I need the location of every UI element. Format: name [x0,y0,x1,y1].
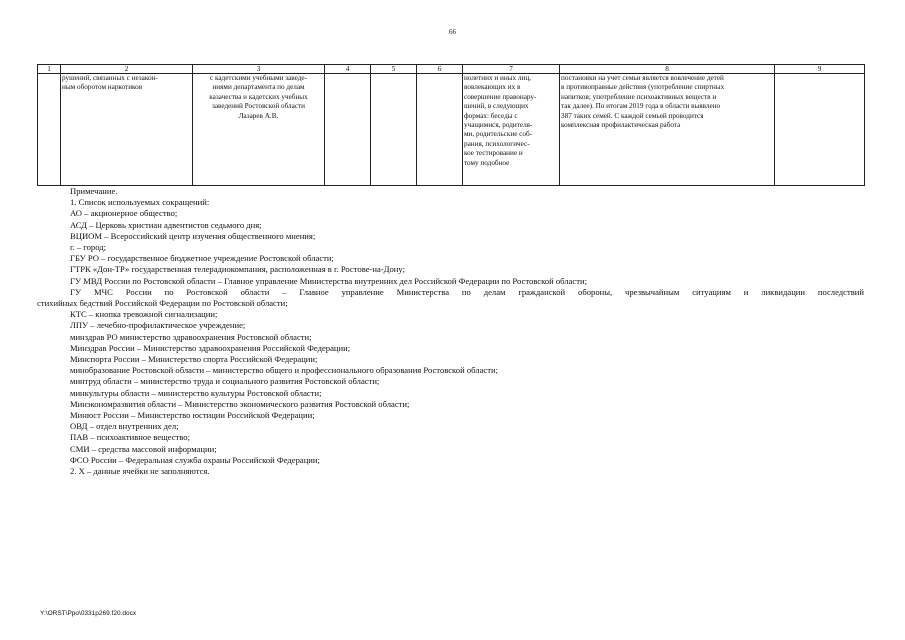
cell-line: казачества и кадетских учебных [209,92,308,101]
table-row [38,74,865,186]
column-number-1: 1 [38,65,61,74]
cell-col8 [560,74,775,186]
cell-line: Лазарев А.В. [238,111,279,120]
abbreviation-item: ОВД – отдел внутренних дел; [70,421,179,432]
abbreviation-item: АСД – Церковь христиан адвентистов седьмого дня; [70,219,262,230]
cell-line: совершение правонару- [464,92,537,101]
notes-section [37,186,864,477]
table-header-row [38,65,865,74]
column-number-2: 2 [61,65,193,74]
abbreviation-item: ГУ МВД России по Ростовской области – Главное управление Министерства внутренних дел Российской Федерации по Ростовской области; [70,275,587,286]
cell-col2 [61,74,193,186]
abbreviation-item: ГУ МЧС России по Ростовской области – Главное управление Министерства по делам гражданской обороны, чрезвычайным ситуациям и ликвидации последствий [70,286,864,297]
abbreviation-item: минобразование Ростовской области – министерство общего и профессионального образования Ростовской области; [70,365,498,376]
data-table [37,64,865,186]
cell-line: формах: беседы с [464,111,518,120]
abbreviation-item: ЛПУ – лечебно-профилактическое учреждение; [70,320,246,331]
cell-line: вовлекающих их в [464,83,521,92]
abbreviation-item: КТС – кнопка тревожной сигнализации; [70,309,218,320]
cell-line: напитков; употребление психоактивных веществ и [561,92,717,101]
abbreviation-item: ГТРК «Дон-ТР» государственная телерадиокомпания, расположенная в г. Ростове-на-Дону; [70,264,405,275]
column-number-8: 8 [560,65,775,74]
cell-line: кое тестирование и [464,149,523,158]
cell-line: учащимися, родителя- [464,121,533,130]
abbreviation-item: г. – город; [70,242,107,253]
cell-col9 [775,74,865,186]
cell-line: рания, психологичес- [464,139,530,148]
column-number-9: 9 [775,65,865,74]
cell-line: с кадетскими учебными заведе- [210,74,307,82]
cell-col7 [463,74,560,186]
abbreviation-item: ГБУ РО – государственное бюджетное учреждение Ростовской области; [70,253,334,264]
cell-col6 [417,74,463,186]
column-number-7: 7 [463,65,560,74]
abbreviation-item: минтруд области – министерство труда и социального развития Ростовской области; [70,376,380,387]
abbreviation-item: Минздрав России – Министерство здравоохранения Российской Федерации; [70,342,351,353]
abbreviation-item-continuation: стихийных бедствий Российской Федерации по Ростовской области; [37,298,288,309]
cell-line: тому подобное [464,158,510,167]
file-path-footer: Y:\ORST\Ppo\0331p269.f20.docx [40,610,137,617]
abbreviation-item: Минспорта России – Министерство спорта Российской Федерации; [70,354,318,365]
cell-line: в противоправные действия (употребление спиртных [561,83,725,92]
cell-line: ным оборотом наркотиков [62,83,143,92]
cell-line: постановки на учет семьи является вовлечение детей [561,74,724,82]
cell-line: ниями департамента по делам [212,83,305,92]
abbreviation-item: Минюст России – Министерство юстиции Российской Федерации; [70,410,315,421]
cell-line: нолетних и иных лиц, [464,74,531,82]
column-number-5: 5 [371,65,417,74]
cell-col5 [371,74,417,186]
cell-line: комплексная профилактическая работа [561,121,681,130]
abbreviation-item: минздрав РО министерство здравоохранения Ростовской области; [70,331,312,342]
cell-line: заведений Ростовской области [211,102,305,111]
page-number: 66 [449,28,456,36]
cell-line: ми, родительские соб- [464,130,533,139]
cell-col3 [193,74,325,186]
abbreviation-item: Минэкономразвития области – Министерство экономического развития Ростовской области; [70,398,410,409]
column-number-3: 3 [193,65,325,74]
abbreviation-item: минкультуры области – министерство культуры Ростовской области; [70,387,322,398]
abbreviation-item: ФСО России – Федеральная служба охраны Российской Федерации; [70,454,320,465]
cell-col4 [325,74,371,186]
column-number-6: 6 [417,65,463,74]
cell-line: шений, в следующих [464,102,529,111]
cell-col1 [38,74,61,186]
cell-line: рушений, связанных с незакон- [62,74,158,82]
note-item-2: 2. Х – данные ячейки не заполняются. [70,466,210,477]
abbreviations-heading: 1. Список используемых сокращений: [70,197,210,208]
abbreviation-item: АО – акционерное общество; [70,208,178,219]
cell-line: так далее). По итогам 2019 года в области выявлено [561,102,721,111]
abbreviation-item: СМИ – средства массовой информации; [70,443,217,454]
cell-line: 387 таких семей. С каждой семьей проводится [561,111,704,120]
column-number-4: 4 [325,65,371,74]
abbreviation-item: ПАВ – психоактивное вещество; [70,432,190,443]
abbreviation-item: ВЦИОМ – Всероссийский центр изучения общественного мнения; [70,230,316,241]
notes-title: Примечание. [70,186,118,196]
